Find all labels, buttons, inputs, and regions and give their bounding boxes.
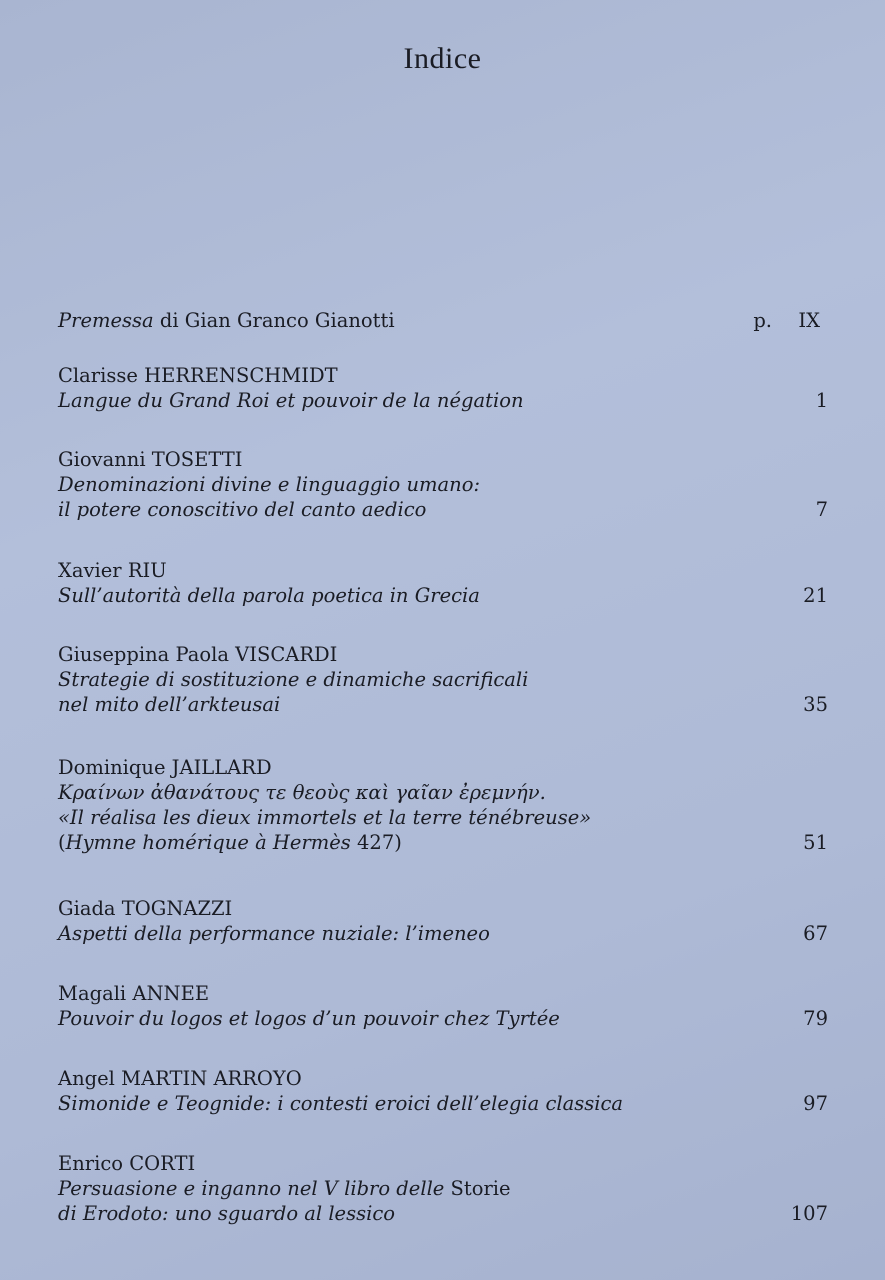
- entry-author: Dominique JAILLARD: [58, 756, 272, 779]
- entry-author: Giovanni TOSETTI: [58, 448, 243, 471]
- toc-entry: [58, 896, 828, 946]
- page-number: 7: [815, 498, 828, 521]
- page-number: 79: [803, 1007, 828, 1030]
- title-work: Storie: [450, 1177, 511, 1200]
- page-number: 51: [803, 831, 828, 854]
- entry-author: Magali ANNEE: [58, 982, 210, 1005]
- page-number: 1: [815, 389, 828, 412]
- entry-author: Enrico CORTI: [58, 1152, 196, 1175]
- title-prefix: (: [58, 831, 66, 854]
- toc-entry-premessa: [58, 308, 828, 333]
- entry-title: il potere conoscitivo del canto aedico: [58, 498, 427, 521]
- premessa-word: Premessa: [58, 309, 154, 332]
- premessa-line: [58, 308, 828, 333]
- entry-title: Aspetti della performance nuziale: l’imeneo: [58, 922, 490, 945]
- page-number: 21: [803, 584, 828, 607]
- entry-author: Angel MARTIN ARROYO: [58, 1067, 302, 1090]
- entry-author: Clarisse HERRENSCHMIDT: [58, 364, 338, 387]
- page-number: IX: [798, 309, 820, 332]
- page-title: Indice: [403, 42, 482, 75]
- entry-title: [58, 1176, 828, 1201]
- entry-author: Giada TOGNAZZI: [58, 897, 233, 920]
- entry-author: Xavier RIU: [58, 559, 167, 582]
- page-number: 97: [803, 1092, 828, 1115]
- entry-title: Denominazioni divine e linguaggio umano:: [58, 473, 481, 496]
- toc-entry: [58, 447, 828, 522]
- toc-entry: [58, 1066, 828, 1116]
- premessa-author: di Gian Granco Gianotti: [153, 309, 395, 332]
- entry-title: Simonide e Teognide: i contesti eroici dell’elegia classica: [58, 1092, 624, 1115]
- entry-author: Giuseppina Paola VISCARDI: [58, 643, 338, 666]
- toc-entry: [58, 755, 828, 855]
- page-number: 35: [803, 693, 828, 716]
- entry-title: Strategie di sostituzione e dinamiche sacrificali: [58, 668, 529, 691]
- entry-title: [58, 830, 828, 855]
- page-prefix: p.: [753, 309, 772, 332]
- toc-entry: [58, 558, 828, 608]
- toc-entry: [58, 363, 828, 413]
- page-number: 67: [803, 922, 828, 945]
- title-work: Hymne homérique à Hermès: [65, 831, 351, 854]
- entry-title: Langue du Grand Roi et pouvoir de la négation: [58, 389, 524, 412]
- entry-title: «Il réalisa les dieux immortels et la terre ténébreuse»: [58, 806, 592, 829]
- page-number: 107: [790, 1202, 828, 1225]
- toc-entry: [58, 1151, 828, 1226]
- entry-title-greek: Κραίνων ἀθανάτους τε θεοὺς καὶ γαῖαν ἐρεμνήν.: [58, 781, 546, 804]
- title-suffix: 427): [350, 831, 402, 854]
- entry-title: di Erodoto: uno sguardo al lessico: [58, 1202, 396, 1225]
- title-part: Persuasione e inganno nel V libro delle: [58, 1177, 451, 1200]
- entry-title: Sull’autorità della parola poetica in Grecia: [58, 584, 480, 607]
- toc-entry: [58, 981, 828, 1031]
- entry-title: Pouvoir du logos et logos d’un pouvoir chez Tyrtée: [58, 1007, 560, 1030]
- entry-title: nel mito dell’arkteusai: [58, 693, 281, 716]
- toc-entry: [58, 642, 828, 717]
